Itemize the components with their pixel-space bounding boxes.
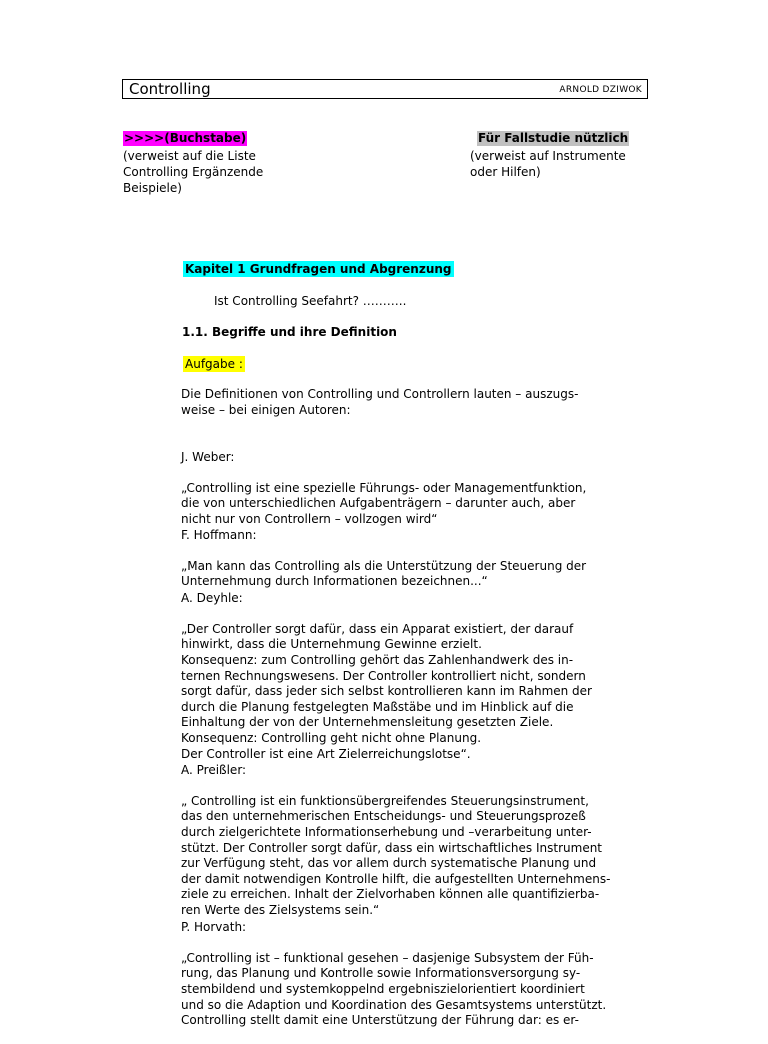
definition-quote: „ Controlling ist ein funktionsübergreifendes Steuerungsinstrument, das den unternehmerischen Entscheidungs- und Steuerungsprozeß durch zielgerichtete Informationserhebung und –verarbeitung unter- stützt. Der Controller sorgt dafür, dass ein wirtschaftliches Instrument zur Verfügung steht, das vor allem durch systematische Planung und der damit notwendigen Kontrolle hilft, die aufgestellten Unternehmens- ziele zu erreichen. Inhalt der Zielvorhaben können alle quantifizierba- ren Werte des Zielsystems sein.“ <box>181 793 611 917</box>
definition-author: A. Deyhle: <box>181 590 243 605</box>
definition-author: J. Weber: <box>181 449 235 464</box>
legend-letter-description: (verweist auf die Liste Controlling Ergänzende Beispiele) <box>123 149 264 195</box>
definition-quote: „Der Controller sorgt dafür, dass ein Apparat existiert, der darauf hinwirkt, dass die Unternehmung Gewinne erzielt. Konsequenz: zum Controlling gehört das Zahlenhandwerk des in- ternen Rechnungswesens. Der Controller kontrolliert nicht, sondern sorgt dafür, dass jeder sich selbst kontrollieren kann im Rahmen der durch die Planung festgelegten Maßstäbe und im Hinblick auf die Einhaltung der von der Unternehmensleitung gesetzten Ziele. Konsequenz: Controlling geht nicht ohne Planung. Der Controller ist eine Art Zielerreichungslotse“. <box>181 621 592 761</box>
document-title: Controlling <box>129 80 211 98</box>
definition-quote: „Controlling ist eine spezielle Führungs- oder Managementfunktion, die von unterschiedlichen Aufgabenträgern – darunter auch, aber nicht nur von Controllern – vollzogen wird“ <box>181 480 587 526</box>
chapter-heading: Kapitel 1 Grundfragen und Abgrenzung <box>185 262 452 276</box>
legend-letter-marker: >>>>(Buchstabe) <box>124 131 247 145</box>
document-header <box>122 79 648 99</box>
definition-author: F. Hoffmann: <box>181 527 257 542</box>
definition-quote: „Man kann das Controlling als die Unterstützung der Steuerung der Unternehmung durch Informationen bezeichnen...“ <box>181 558 587 589</box>
section-heading: 1.1. Begriffe und ihre Definition <box>182 325 397 339</box>
legend-case-study-marker: Für Fallstudie nützlich <box>478 131 629 145</box>
definition-author: A. Preißler: <box>181 762 247 777</box>
document-author: ARNOLD DZIWOK <box>559 85 642 95</box>
chapter-question: Ist Controlling Seefahrt? ……….. <box>214 294 407 308</box>
legend-case-study-description: (verweist auf Instrumente oder Hilfen) <box>470 149 626 179</box>
definition-horvath <box>181 904 641 1044</box>
definition-author: P. Horvath: <box>181 919 247 934</box>
definitions-intro: Die Definitionen von Controlling und Controllern lauten – auszugs- weise – bei einigen Autoren: <box>181 387 579 417</box>
definition-quote: „Controlling ist – funktional gesehen – dasjenige Subsystem der Füh- rung, das Planung und Kontrolle sowie Informationsversorgung sy- stembildend und systemkoppelnd ergebniszielorientiert koordiniert und so die Adaption und Koordination des Gesamtsystems unterstützt. Controlling stellt damit eine Unterstützung der Führung dar: es er- <box>181 950 607 1028</box>
task-label: Aufgabe : <box>185 357 243 371</box>
